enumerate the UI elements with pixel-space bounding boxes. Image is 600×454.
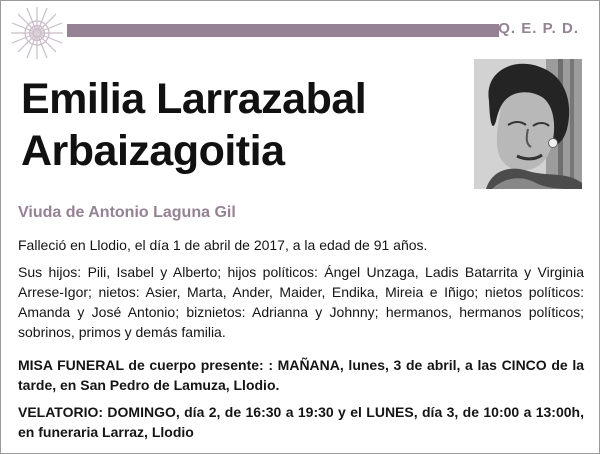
qepd-label: Q. E. P. D. — [498, 20, 579, 37]
widow-of: Viuda de Antonio Laguna Gil — [18, 204, 236, 221]
funeral-mass-info: MISA FUNERAL de cuerpo presente: : MAÑANA, lunes, 3 de abril, a las CINCO de la tarde, en San Pedro de Lamuza, Llodio. — [18, 357, 584, 393]
wake-info: VELATORIO: DOMINGO, día 2, de 16:30 a 19:30 y el LUNES, día 3, de 10:00 a 13:00h, en funeraria Larraz, Llodio — [18, 404, 584, 440]
deceased-name-line-2: Arbaizagoitia — [21, 127, 285, 175]
header-bar — [67, 24, 499, 37]
deceased-name — [21, 73, 451, 177]
death-statement: Falleció en Llodio, el día 1 de abril de 2017, a la edad de 91 años. — [18, 237, 428, 253]
family-list: Sus hijos: Pili, Isabel y Alberto; hijos políticos: Ángel Unzaga, Ladis Batarrita y Virginia Arrese-Igor; nietos: Asier, Marta, Ander, Maider, Endika, Mireia e Iñigo; nietos políticos: Amanda y José Antonio; biznietos: Adrianna y Johnny; hermanos, hermanos políticos; sobrinos, primos y demás familia. — [18, 264, 584, 340]
portrait-photo — [474, 59, 582, 189]
deceased-name-line-1: Emilia Larrazabal — [21, 75, 367, 123]
thistle-icon — [9, 5, 65, 61]
